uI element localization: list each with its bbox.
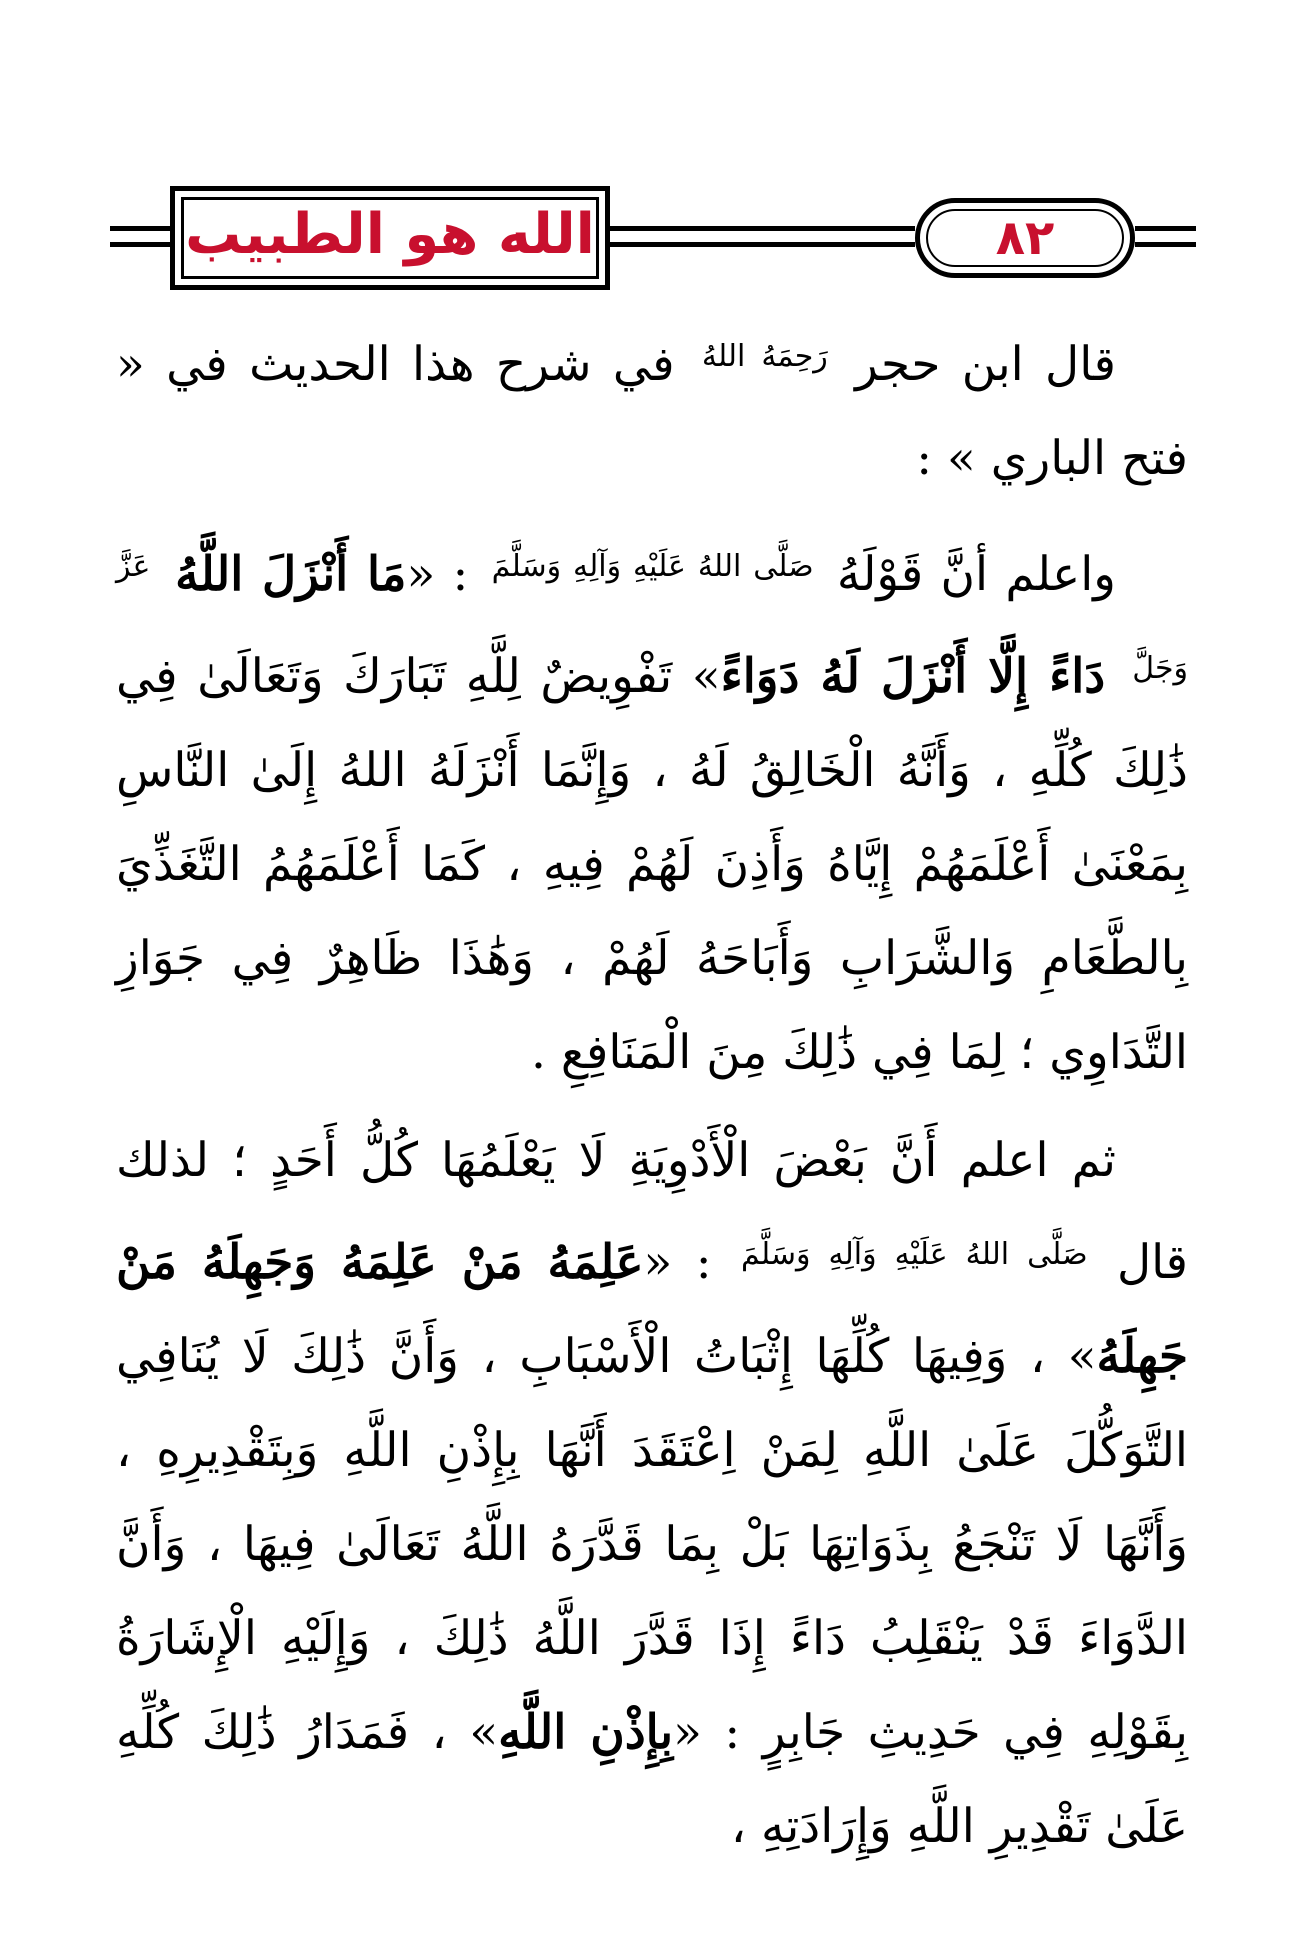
body-text: في شرح هذا الحديث في « فتح الباري » : <box>116 337 1188 486</box>
paragraph <box>116 310 1188 506</box>
body-text: » ، فَمَدَارُ ذَٰلِكَ كُلِّهِ عَلَىٰ تَقْدِيرِ اللَّهِ وَإِرَادَتِهِ ، <box>116 1705 1188 1854</box>
paragraph <box>116 520 1188 1100</box>
page-header <box>110 186 1196 292</box>
header-rule <box>610 242 915 247</box>
body-text: : « <box>643 1235 735 1290</box>
header-rule <box>1135 242 1196 247</box>
body-text: : « <box>406 547 486 602</box>
page-number-badge <box>915 198 1135 278</box>
page-body <box>116 310 1188 1874</box>
honorific-ligature: رَحِمَهُ اللهُ <box>701 339 828 374</box>
body-text: واعلم أنَّ قَوْلَهُ <box>819 547 1116 602</box>
header-rule <box>610 226 915 231</box>
body-text: » تَفْوِيضٌ لِلَّهِ تَبَارَكَ وَتَعَالَىٰ فِي ذَٰلِكَ كُلِّهِ ، وَأَنَّهُ الْخَالِقُ لَهُ ، وَإِنَّمَا أَنْزَلَهُ اللهُ إِلَىٰ النَّاسِ بِمَعْنَىٰ أَعْلَمَهُمْ إِيَّاهُ وَأَذِنَ لَهُمْ فِيهِ ، كَمَا أَعْلَمَهُمُ التَّغَذِّيَ بِالطَّعَامِ وَالشَّرَابِ وَأَبَاحَهُ لَهُمْ ، وَهَٰذَا ظَاهِرٌ فِي جَوَازِ التَّدَاوِي ؛ لِمَا فِي ذَٰلِكَ مِنَ الْمَنَافِعِ . <box>116 649 1188 1080</box>
book-title-frame <box>170 186 610 290</box>
book-title: الله هو الطبيب <box>185 202 595 267</box>
honorific-ligature: عَزَّ وَجَلَّ <box>116 549 1188 686</box>
honorific-ligature: صَلَّى اللهُ عَلَيْهِ وَآلِهِ وَسَلَّمَ <box>740 1237 1088 1272</box>
header-rule <box>110 242 170 247</box>
quoted-hadith-text: دَاءً إِلَّا أَنْزَلَ لَهُ دَوَاءً <box>720 649 1127 704</box>
page-number: ٨٢ <box>995 210 1055 266</box>
quoted-hadith-text: بِإِذْنِ اللَّهِ <box>498 1705 674 1760</box>
body-text: » ، وَفِيهَا كُلِّهَا إِثْبَاتُ الْأَسْبَابِ ، وَأَنَّ ذَٰلِكَ لَا يُنَافِي التَّوَكُّلَ عَلَىٰ اللَّهِ لِمَنْ اِعْتَقَدَ أَنَّهَا بِإِذْنِ اللَّهِ وَبِتَقْدِيرِهِ ، وَأَنَّهَا لَا تَنْجَعُ بِذَوَاتِهَا بَلْ بِمَا قَدَّرَهُ اللَّهُ تَعَالَىٰ فِيهَا ، وَأَنَّ الدَّوَاءَ قَدْ يَنْقَلِبُ دَاءً إِذَا قَدَّرَ اللَّهُ ذَٰلِكَ ، وَإِلَيْهِ الْإِشَارَةُ بِقَوْلِهِ فِي حَدِيثِ جَابِرٍ : « <box>116 1329 1188 1760</box>
quoted-hadith-text: عَلِمَهُ مَنْ عَلِمَهُ وَجَهِلَهُ مَنْ جَهِلَهُ <box>116 1235 1188 1384</box>
honorific-ligature: صَلَّى اللهُ عَلَيْهِ وَآلِهِ وَسَلَّمَ <box>491 549 814 584</box>
header-rule <box>1135 226 1196 231</box>
body-text: ثم اعلم أَنَّ بَعْضَ الْأَدْوِيَةِ لَا يَعْلَمُهَا كُلُّ أَحَدٍ ؛ لذلك قال <box>116 1133 1188 1290</box>
body-text: قال ابن حجر <box>833 337 1116 392</box>
quoted-hadith-text: مَا أَنْزَلَ اللَّهُ <box>156 547 407 602</box>
paragraph <box>116 1114 1188 1874</box>
header-rule <box>110 226 170 231</box>
